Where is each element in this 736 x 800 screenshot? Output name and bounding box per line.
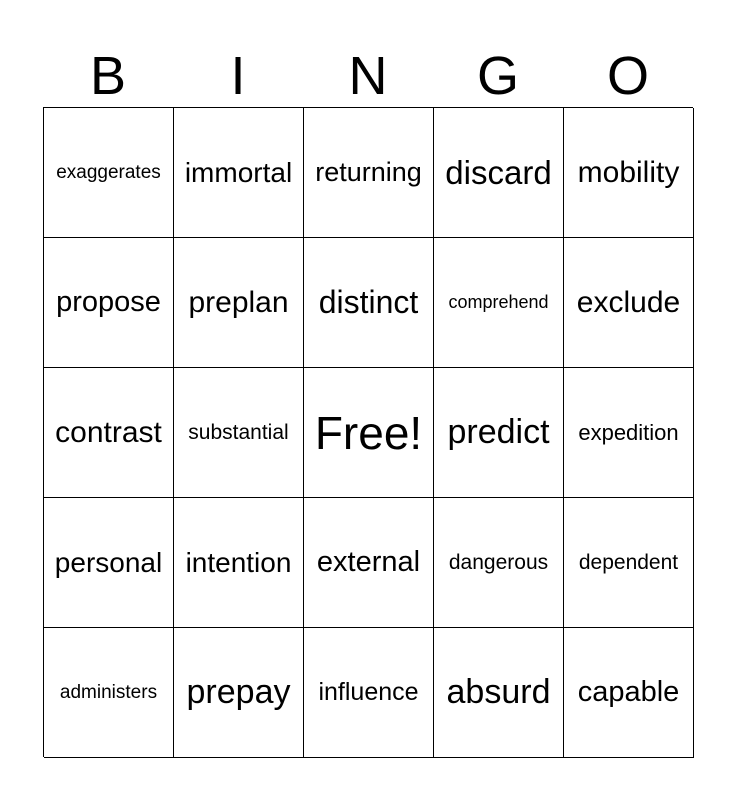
bingo-cell[interactable]: preplan: [174, 238, 304, 368]
bingo-cell[interactable]: external: [304, 498, 434, 628]
bingo-cell[interactable]: propose: [44, 238, 174, 368]
header-letter-g: G: [476, 46, 519, 106]
bingo-cell[interactable]: immortal: [174, 108, 304, 238]
bingo-cell[interactable]: mobility: [564, 108, 694, 238]
bingo-board: [43, 107, 693, 757]
bingo-cell[interactable]: returning: [304, 108, 434, 238]
bingo-cell[interactable]: absurd: [434, 628, 564, 758]
bingo-cell[interactable]: personal: [44, 498, 174, 628]
header-letter-o: O: [606, 46, 649, 106]
bingo-cell[interactable]: contrast: [44, 368, 174, 498]
bingo-cell[interactable]: exaggerates: [44, 108, 174, 238]
header-letter-n: N: [348, 46, 388, 106]
bingo-cell[interactable]: dependent: [564, 498, 694, 628]
bingo-cell[interactable]: exclude: [564, 238, 694, 368]
header-letter-b: B: [89, 46, 127, 106]
bingo-cell[interactable]: substantial: [174, 368, 304, 498]
bingo-cell[interactable]: predict: [434, 368, 564, 498]
bingo-cell[interactable]: prepay: [174, 628, 304, 758]
bingo-cell[interactable]: comprehend: [434, 238, 564, 368]
bingo-cell[interactable]: distinct: [304, 238, 434, 368]
bingo-cell[interactable]: discard: [434, 108, 564, 238]
bingo-cell[interactable]: expedition: [564, 368, 694, 498]
free-space-cell[interactable]: Free!: [304, 368, 434, 498]
bingo-cell[interactable]: dangerous: [434, 498, 564, 628]
bingo-cell[interactable]: influence: [304, 628, 434, 758]
header-letter-i: I: [230, 46, 246, 106]
bingo-cell[interactable]: intention: [174, 498, 304, 628]
bingo-header: [43, 44, 693, 108]
bingo-cell[interactable]: administers: [44, 628, 174, 758]
bingo-cell[interactable]: capable: [564, 628, 694, 758]
